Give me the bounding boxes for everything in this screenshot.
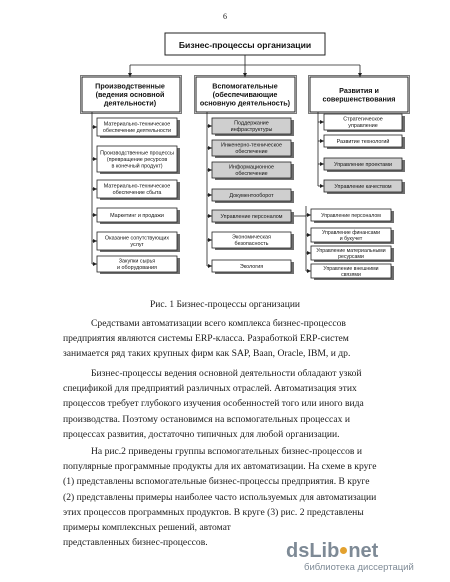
arrow-head: [93, 239, 97, 243]
process-item-label: Стратегическое: [343, 116, 383, 123]
arrow-head: [243, 73, 247, 77]
text-line: этих процессов программных продуктов. В круге (3) рис. 2 представлены: [63, 506, 364, 518]
process-item-label: Управление проектами: [334, 161, 392, 168]
text-line: На рис.2 приведены группы вспомогательных бизнес-процессов и: [91, 446, 362, 457]
process-item-label: Инженерно-техническое: [220, 142, 283, 149]
process-item-label: обеспечение сбыта: [112, 190, 162, 197]
process-item-label: связями: [341, 271, 361, 278]
process-item-label: Информационное: [228, 164, 275, 171]
text-line: спецификой для предприятий различных отраслей. Автоматизация этих: [63, 383, 357, 395]
process-item-label: обеспечение: [235, 149, 268, 156]
arrow-head: [208, 214, 212, 218]
arrow-head: [208, 264, 212, 268]
column-header-label: Развития и: [339, 85, 379, 95]
diagram-title: Бизнес-процессы организации: [178, 40, 312, 50]
process-item-label: Управление материальными: [316, 247, 386, 254]
process-item-label: Управление внешними: [323, 265, 379, 272]
column-header-label: Вспомогательные: [212, 81, 278, 91]
arrow-head: [93, 157, 97, 161]
arrow-head: [358, 73, 362, 77]
figure-caption: Рис. 1 Бизнес-процессы организации: [150, 300, 300, 310]
text-line: (1) представлены вспомогательные бизнес-процессы предприятия. В круге: [63, 476, 370, 488]
text-line: процессов требует глубокого изучения особенностей того или иного вида: [63, 398, 364, 410]
process-item-label: и оборудования: [117, 265, 157, 272]
process-item-label: Управление финансами: [321, 229, 381, 236]
text-line: Средствами автоматизации всего комплекса бизнес-процессов: [91, 318, 346, 329]
text-line: популярные программные продукты для их автоматизации. На схеме в круге: [63, 461, 377, 473]
process-item-label: в конечный продукт): [111, 163, 163, 170]
arrow-head: [93, 262, 97, 266]
column-header-label: (ведения основной: [95, 90, 165, 100]
watermark-subtitle: библиотека диссертаций: [304, 562, 414, 573]
arrow-head: [208, 146, 212, 150]
process-item-label: услуг: [130, 242, 144, 249]
process-item-label: Развитие технологий: [336, 138, 390, 145]
column-header-label: деятельности): [103, 98, 157, 108]
arrow-head: [320, 120, 324, 124]
text-line: представленных бизнес-процессов.: [63, 537, 208, 549]
arrow-head: [307, 233, 311, 237]
process-item-label: Документооборот: [229, 192, 274, 199]
arrow-head: [320, 184, 324, 188]
process-item-label: обеспечение: [235, 171, 268, 178]
paragraph-erp: [63, 316, 383, 362]
arrow-head: [208, 193, 212, 197]
process-item-label: Управление персоналом: [220, 213, 283, 220]
arrow-head: [320, 139, 324, 143]
process-item-label: ресурсами: [338, 253, 364, 260]
arrow-head: [307, 269, 311, 273]
watermark-logo: dsLib net: [286, 540, 379, 562]
process-item-label: Поддержание: [234, 120, 269, 127]
process-item-label: Оказание сопутствующих: [104, 235, 170, 242]
column-header-label: совершенствования: [322, 94, 396, 104]
process-item-label: инфраструктуры: [230, 127, 273, 134]
watermark: [286, 540, 436, 574]
process-item-label: безопасность: [234, 241, 269, 248]
process-item-label: Экология: [239, 263, 264, 270]
arrow-head: [93, 213, 97, 217]
arrow-head: [320, 162, 324, 166]
process-item-label: управление: [348, 123, 378, 130]
page-number: 6: [223, 12, 227, 21]
text-line: процессах развития, достаточно типичных для любой организации.: [63, 428, 340, 440]
process-item-label: и букучет: [339, 235, 363, 242]
column-header-label: Производственные: [95, 81, 165, 91]
arrow-head: [208, 238, 212, 242]
arrow-head: [208, 124, 212, 128]
paragraph-main-activity: [63, 366, 383, 442]
process-item-label: Управление качеством: [334, 183, 392, 190]
process-item-label: Материально-техническое: [103, 183, 171, 190]
process-item-label: Производственные процессы: [100, 150, 174, 157]
text-line: примеры комплексных решений, автомат: [63, 522, 231, 534]
process-item-label: Маркетинг и продажи: [110, 212, 164, 219]
process-item-label: Материально-техническое: [103, 121, 171, 128]
text-line: производства. Поэтому остановимся на вспомогательных процессах и: [63, 413, 350, 425]
arrow-head: [307, 213, 311, 217]
arrow-head: [93, 125, 97, 129]
column-header-label: основную деятельность): [199, 98, 291, 108]
arrow-head: [307, 251, 311, 255]
text-line: предприятия являются системы ERP-класса. Разработкой ERP-систем: [63, 333, 349, 345]
process-item-label: обеспечение деятельности: [102, 128, 172, 135]
text-line: Бизнес-процессы ведения основной деятельности обладают узкой: [91, 368, 362, 379]
paragraph-figure2: [63, 444, 383, 550]
column-header-label: (обеспечивающие: [212, 90, 278, 100]
arrow-head: [128, 73, 132, 77]
process-item-label: (превращение ресурсов: [106, 156, 168, 163]
text-line: (2) представлены примеры наиболее часто используемых для автоматизации: [63, 491, 377, 503]
text-line: занимается ряд таких крупных фирм как SAP, Baan, Oracle, IBM, и др.: [63, 348, 351, 360]
process-item-label: Закупки сырья: [118, 258, 156, 265]
process-item-label: Управление персоналом: [321, 212, 381, 219]
process-item-label: Экономическая: [232, 234, 271, 241]
arrow-head: [208, 168, 212, 172]
arrow-head: [93, 187, 97, 191]
